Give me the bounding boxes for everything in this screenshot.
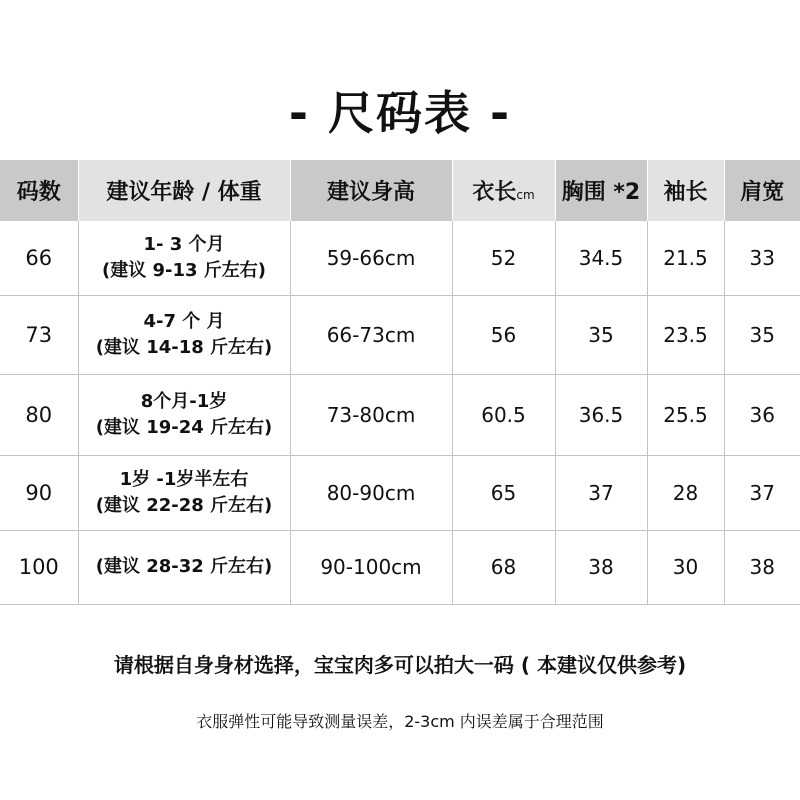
cell-age-weight [78, 455, 290, 530]
cell-length: 65 [452, 455, 555, 530]
cell-size: 66 [0, 221, 78, 295]
header-size: 码数 [0, 160, 78, 221]
table-header-row [0, 160, 800, 221]
cell-sleeve: 28 [647, 455, 724, 530]
cell-age-weight [78, 374, 290, 455]
cell-chest: 38 [555, 530, 647, 604]
cell-age-weight [78, 530, 290, 604]
cell-age-weight [78, 221, 290, 295]
age-text: 4-7 个 月 [143, 310, 225, 332]
table-row [0, 295, 800, 374]
size-chart [0, 160, 800, 605]
header-length: 衣长cm [452, 160, 555, 221]
cell-sleeve: 21.5 [647, 221, 724, 295]
cell-size: 100 [0, 530, 78, 604]
cell-sleeve: 23.5 [647, 295, 724, 374]
cell-shoulder: 38 [724, 530, 800, 604]
table-row [0, 374, 800, 455]
cell-height: 66-73cm [290, 295, 452, 374]
weight-text: (建议 14-18 斤左右) [95, 336, 273, 358]
cell-shoulder: 37 [724, 455, 800, 530]
age-text: 1- 3 个月 [143, 233, 225, 255]
cell-size: 80 [0, 374, 78, 455]
weight-text: (建议 22-28 斤左右) [95, 494, 273, 516]
header-height: 建议身高 [290, 160, 452, 221]
cell-length: 56 [452, 295, 555, 374]
cell-sleeve: 25.5 [647, 374, 724, 455]
cell-shoulder: 36 [724, 374, 800, 455]
cell-age-weight [78, 295, 290, 374]
cell-length: 60.5 [452, 374, 555, 455]
weight-text: (建议 28-32 斤左右) [95, 556, 273, 577]
weight-text: (建议 9-13 斤左右) [101, 259, 267, 281]
cell-chest: 37 [555, 455, 647, 530]
cell-chest: 35 [555, 295, 647, 374]
cell-shoulder: 35 [724, 295, 800, 374]
age-text: 8个月-1岁 [140, 390, 228, 412]
cell-length: 52 [452, 221, 555, 295]
table-row [0, 221, 800, 295]
size-table [0, 160, 800, 605]
header-length-unit: cm [516, 188, 535, 202]
cell-height: 80-90cm [290, 455, 452, 530]
cell-height: 59-66cm [290, 221, 452, 295]
header-sleeve: 袖长 [647, 160, 724, 221]
fit-advice-note: 请根据自身身材选择，宝宝肉多可以拍大一码 ( 本建议仅供参考) [113, 653, 687, 677]
cell-size: 73 [0, 295, 78, 374]
cell-chest: 34.5 [555, 221, 647, 295]
measurement-tolerance-note: 衣服弹性可能导致测量误差，2-3cm 内误差属于合理范围 [196, 712, 604, 731]
cell-size: 90 [0, 455, 78, 530]
cell-chest: 36.5 [555, 374, 647, 455]
cell-height: 73-80cm [290, 374, 452, 455]
header-age-weight: 建议年龄 / 体重 [78, 160, 290, 221]
cell-shoulder: 33 [724, 221, 800, 295]
header-shoulder: 肩宽 [724, 160, 800, 221]
cell-sleeve: 30 [647, 530, 724, 604]
cell-length: 68 [452, 530, 555, 604]
age-text: 1岁 -1岁半左右 [119, 468, 249, 490]
table-row [0, 530, 800, 604]
cell-height: 90-100cm [290, 530, 452, 604]
page-title: - 尺码表 - [288, 86, 512, 140]
weight-text: (建议 19-24 斤左右) [95, 416, 273, 438]
table-row [0, 455, 800, 530]
header-chest: 胸围 *2 [555, 160, 647, 221]
